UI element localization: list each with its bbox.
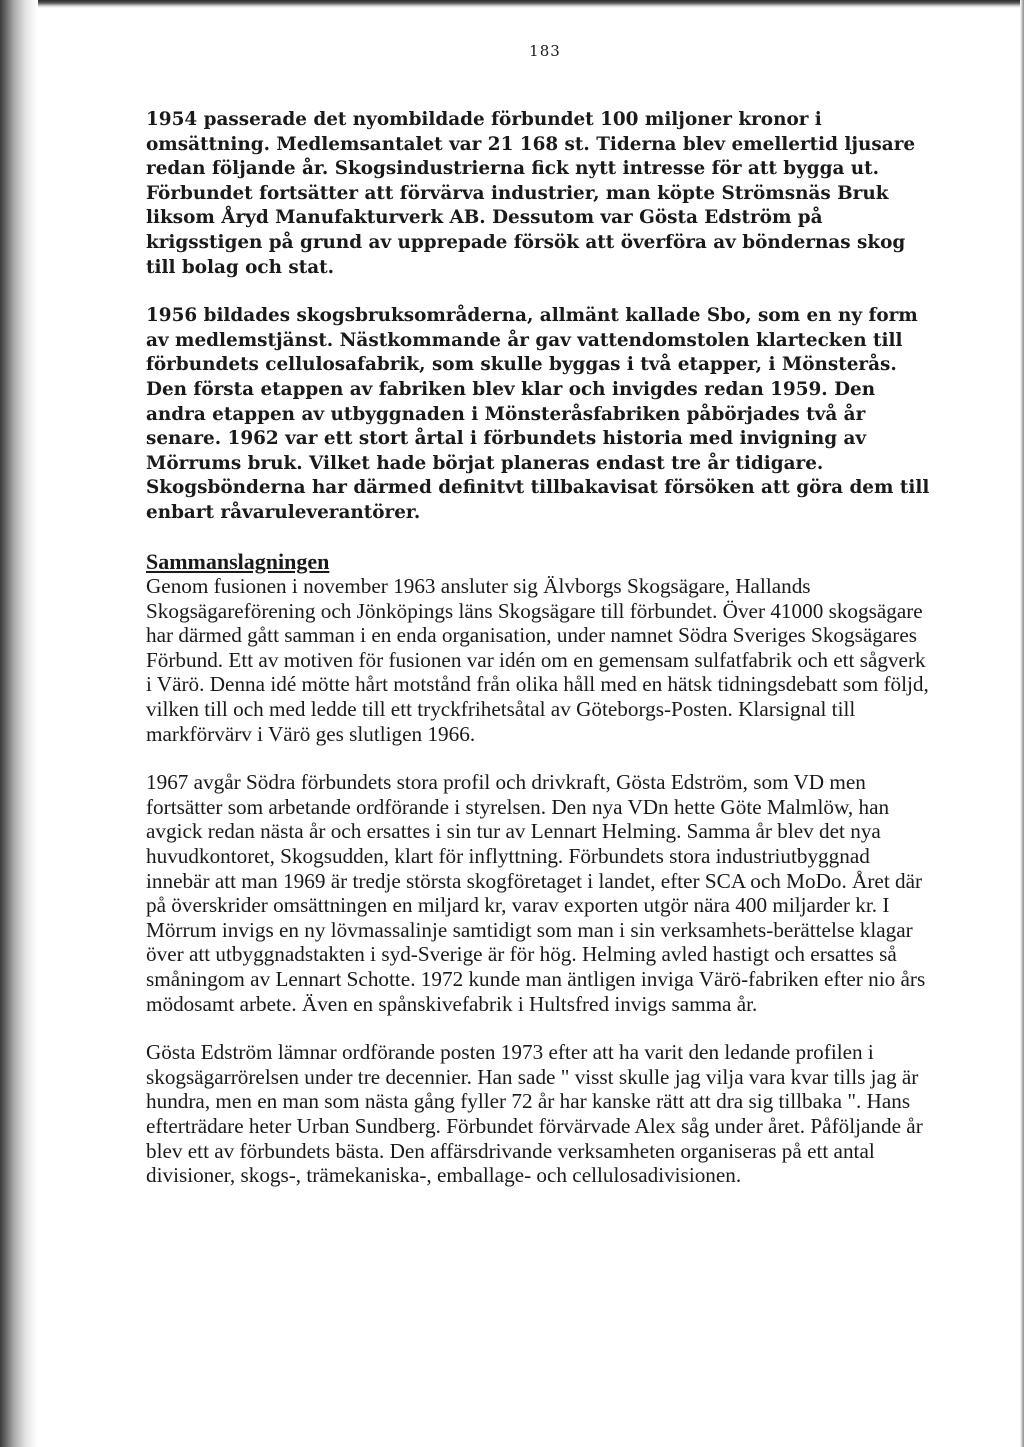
section-heading: Sammanslagningen <box>146 548 330 574</box>
paragraph-1954: 1954 passerade det nyombildade förbundet 100 miljoner kronor i omsättning. Medlemsantalet var 21 168 st. Tiderna blev emellertid ljusare redan följande år. Skogsindustrierna fick nytt intresse för att bygga ut. Förbundet fortsätter att förvärva industrier, man köpte Strömsnäs Bruk liksom Åryd Manufakturverk AB. Dessutom var Gösta Edström på krigsstigen på grund av upprepade försök att överföra av böndernas skog till bolag och stat. <box>146 109 916 278</box>
scan-edge-left <box>0 0 38 1447</box>
paragraph-1956: 1956 bildades skogsbruksområderna, allmänt kallade Sbo, som en ny form av medlemstjänst. Nästkommande år gav vattendomstolen klartecken till förbundets cellulosafabrik, som skulle byggas i två etapper, i Mönsterås. Den första etappen av fabriken blev klar och invigdes redan 1959. Den andra etappen av utbyggnaden i Mönsteråsfabriken påbörjades två år senare. 1962 var ett stort årtal i förbundets historia med invigning av Mörrums bruk. Vilket hade börjat planeras endast tre år tidigare. Skogsbönderna har därmed definitvt tillbakavisat försöken att göra dem till enbart råvaruleverantörer. <box>146 305 930 523</box>
paragraph-1973: Gösta Edström lämnar ordförande posten 1973 efter att ha varit den ledande profilen i skogsägarrörelsen under tre decennier. Han sade " visst skulle jag vilja vara kvar tills jag är hundra, men en man som nästa gång fyller 72 år har kanske rätt att dra sig tillbaka ". Hans efterträdare heter Urban Sundberg. Förbundet förvärvade Alex såg under året. Påföljande år blev ett av förbundets bästa. Den affärsdrivande verksamheten organiseras på ett antal divisioner, skogs-, trämekaniska-, emballage- och cellulosadivisionen. <box>146 1040 923 1188</box>
page-number: 183 <box>529 42 561 60</box>
page-content <box>146 108 936 1212</box>
paragraph-fusion-1963: Genom fusionen i november 1963 ansluter sig Älvborgs Skogsägare, Hallands Skogsägareförening och Jönköpings läns Skogsägare till förbundet. Över 41000 skogsägare har därmed gått samman i en enda organisation, under namnet Södra Sveriges Skogsägares Förbund. Ett av motiven för fusionen var idén om en gemensam sulfatfabrik och ett sågverk i Värö. Denna idé mötte hårt motstånd från olika håll med en hätsk tidningsdebatt som följd, vilken till och med ledde till ett tryckfrihetsåtal av Göteborgs-Posten. Klarsignal till markförvärv i Värö ges slutligen 1966. <box>146 574 929 746</box>
scan-edge-right <box>1020 0 1024 1447</box>
scan-edge-top <box>0 0 1024 8</box>
paragraph-1967: 1967 avgår Södra förbundets stora profil och drivkraft, Gösta Edström, som VD men fortsätter som arbetande ordförande i styrelsen. Den nya VDn hette Göte Malmlöw, han avgick redan nästa år och ersattes i sin tur av Lennart Helming. Samma år blev det nya huvudkontoret, Skogsudden, klart för inflyttning. Förbundets stora industriutbyggnad innebär att man 1969 är tredje största skogföretaget i landet, efter SCA och MoDo. Året där på överskrider omsättningen en miljard kr, varav exporten utgör nära 400 miljarder kr. I Mörrum invigs en ny lövmassalinje samtidigt som man i sin verksamhets-berättelse klagar över att utbyggnadstakten i syd-Sverige är för hög. Helming avled hastigt och ersattes så småningom av Lennart Schotte. 1972 kunde man äntligen inviga Värö-fabriken efter nio års mödosamt arbete. Även en spånskivefabrik i Hultsfred invigs samma år. <box>146 770 926 1016</box>
